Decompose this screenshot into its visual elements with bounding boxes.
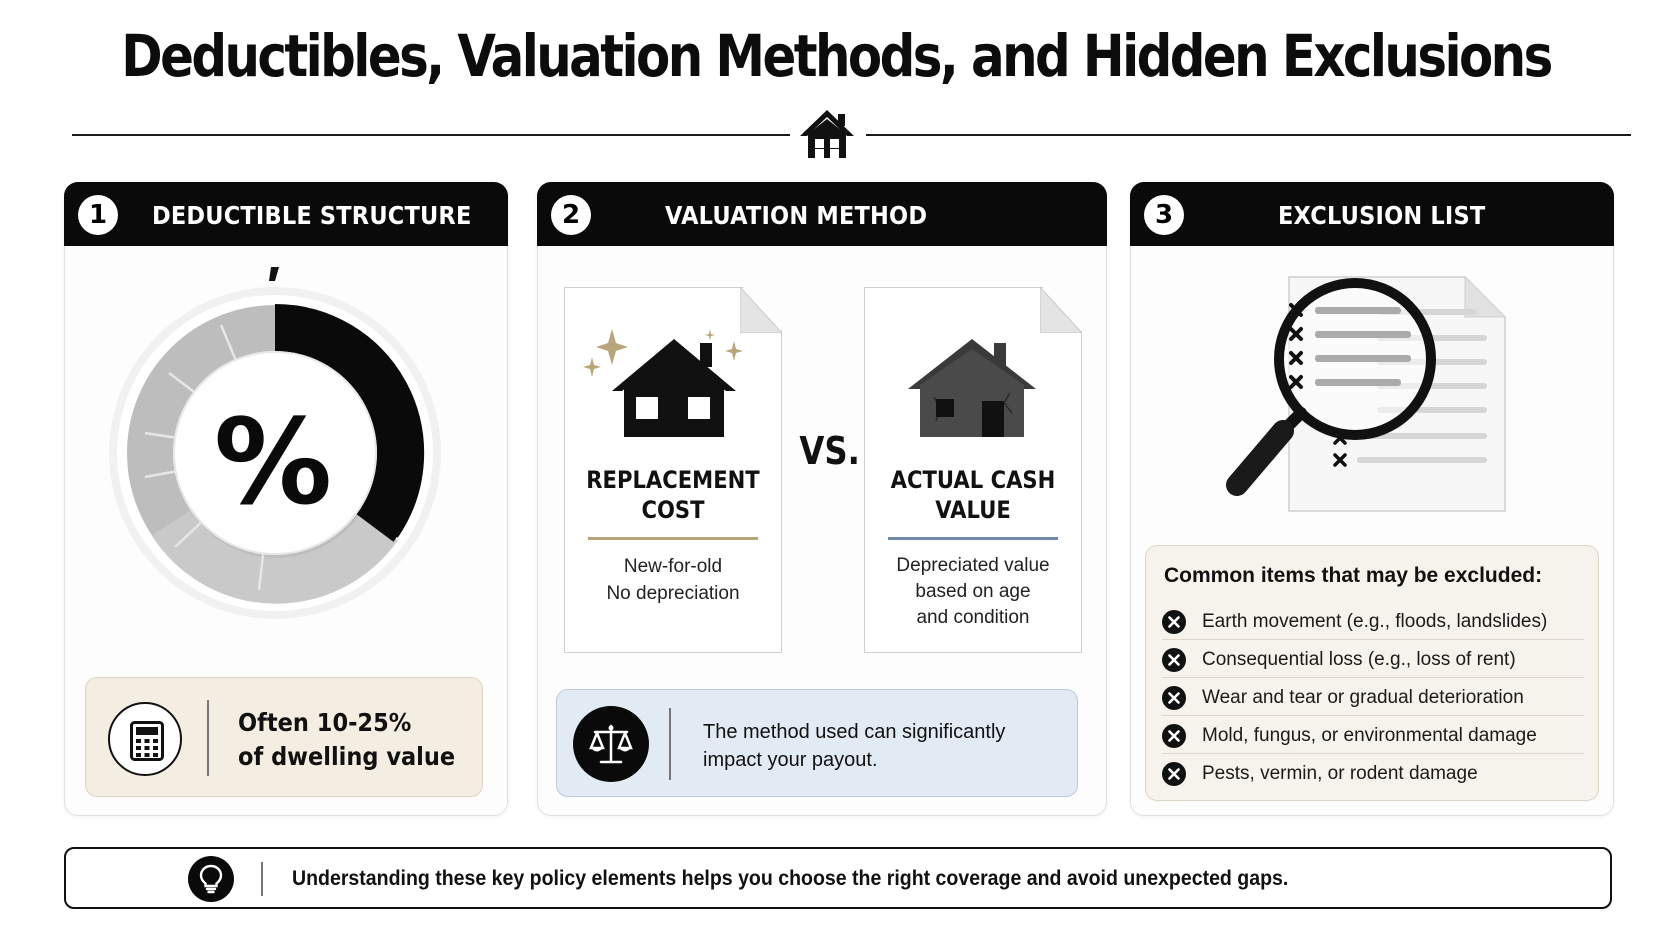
- percent-symbol: %: [213, 393, 333, 531]
- exclusion-list: [1162, 602, 1584, 792]
- actual-cash-value-description: [864, 553, 1082, 631]
- acv-title-line1: ACTUAL CASH: [890, 466, 1056, 494]
- actual-cash-value-title: [877, 465, 1069, 525]
- replacement-cost-description: [564, 553, 782, 607]
- new-house-sparkle-icon: [564, 327, 782, 457]
- page-title: Deductibles, Valuation Methods, and Hidden Exclusions: [121, 22, 1551, 90]
- exclusion-item: [1162, 602, 1584, 640]
- replacement-accent-line: [588, 537, 758, 540]
- exclusion-item-text: Consequential loss (e.g., loss of rent): [1202, 649, 1516, 670]
- acv-desc-line3: and condition: [916, 607, 1030, 628]
- footer-summary-bar: [64, 847, 1612, 909]
- exclusion-item: [1162, 678, 1584, 716]
- donut-pointer-tick: [269, 267, 279, 281]
- deductible-range-text: [238, 706, 455, 774]
- scales-of-justice-icon: [573, 706, 649, 782]
- worn-house-icon: [864, 327, 1082, 457]
- x-circle-icon: [1162, 648, 1186, 672]
- actual-cash-value-card: [864, 287, 1082, 653]
- replacement-title-line2: COST: [641, 496, 705, 524]
- acv-desc-line2: based on age: [915, 581, 1031, 602]
- title-divider-right: [866, 134, 1631, 136]
- exclusion-item-text: Pests, vermin, or rodent damage: [1202, 763, 1478, 784]
- deductible-range-line1: Often 10-25%: [238, 708, 412, 737]
- exclusion-list-heading: Common items that may be excluded:: [1164, 564, 1543, 587]
- panel-header: [64, 182, 508, 246]
- exclusion-panel: [1130, 182, 1614, 816]
- exclusion-item: [1162, 716, 1584, 754]
- lightbulb-icon: [188, 856, 234, 902]
- exclusion-item: [1162, 640, 1584, 678]
- replacement-cost-title: [577, 465, 769, 525]
- exclusion-item: [1162, 754, 1584, 792]
- replacement-title-line1: REPLACEMENT: [586, 466, 760, 494]
- replacement-cost-card: [564, 287, 782, 653]
- title-divider-left: [72, 134, 790, 136]
- replacement-desc-line2: No depreciation: [606, 583, 740, 604]
- valuation-impact-line2: impact your payout.: [703, 749, 878, 771]
- panel-title: DEDUCTIBLE STRUCTURE: [152, 201, 472, 230]
- valuation-impact-text: [703, 718, 1005, 774]
- replacement-desc-line1: New-for-old: [623, 556, 723, 577]
- x-circle-icon: [1162, 686, 1186, 710]
- exclusion-item-text: Earth movement (e.g., floods, landslides): [1202, 611, 1548, 632]
- panel-title: VALUATION METHOD: [665, 201, 928, 230]
- x-circle-icon: [1162, 762, 1186, 786]
- versus-label: VS.: [799, 429, 860, 473]
- deductible-range-line2: of dwelling value: [238, 742, 456, 771]
- step-number-badge: 2: [551, 195, 591, 235]
- acv-desc-line1: Depreciated value: [896, 555, 1050, 576]
- footer-divider: [261, 862, 263, 896]
- house-icon: [796, 106, 858, 162]
- magnifying-glass-checklist-icon: [1167, 263, 1567, 543]
- step-number-badge: 1: [78, 195, 118, 235]
- callout-divider: [207, 700, 209, 776]
- deductible-panel: [64, 182, 508, 816]
- exclusion-item-text: Wear and tear or gradual deterioration: [1202, 687, 1524, 708]
- panel-header: [537, 182, 1107, 246]
- deductible-callout: [85, 677, 483, 797]
- panel-header: [1130, 182, 1614, 246]
- x-circle-icon: [1162, 610, 1186, 634]
- deductible-donut-graphic: [109, 265, 459, 675]
- panel-title: EXCLUSION LIST: [1278, 201, 1486, 230]
- exclusion-list-box: [1145, 545, 1599, 801]
- acv-accent-line: [888, 537, 1058, 540]
- calculator-icon: [108, 702, 182, 776]
- exclusion-item-text: Mold, fungus, or environmental damage: [1202, 725, 1537, 746]
- callout-divider: [669, 708, 671, 780]
- acv-title-line2: VALUE: [935, 496, 1011, 524]
- step-number-badge: 3: [1144, 195, 1184, 235]
- x-circle-icon: [1162, 724, 1186, 748]
- valuation-panel: [537, 182, 1107, 816]
- valuation-callout: [556, 689, 1078, 797]
- footer-text: Understanding these key policy elements helps you choose the right coverage and avoid unexpected gaps.: [292, 867, 1289, 890]
- valuation-impact-line1: The method used can significantly: [703, 721, 1006, 743]
